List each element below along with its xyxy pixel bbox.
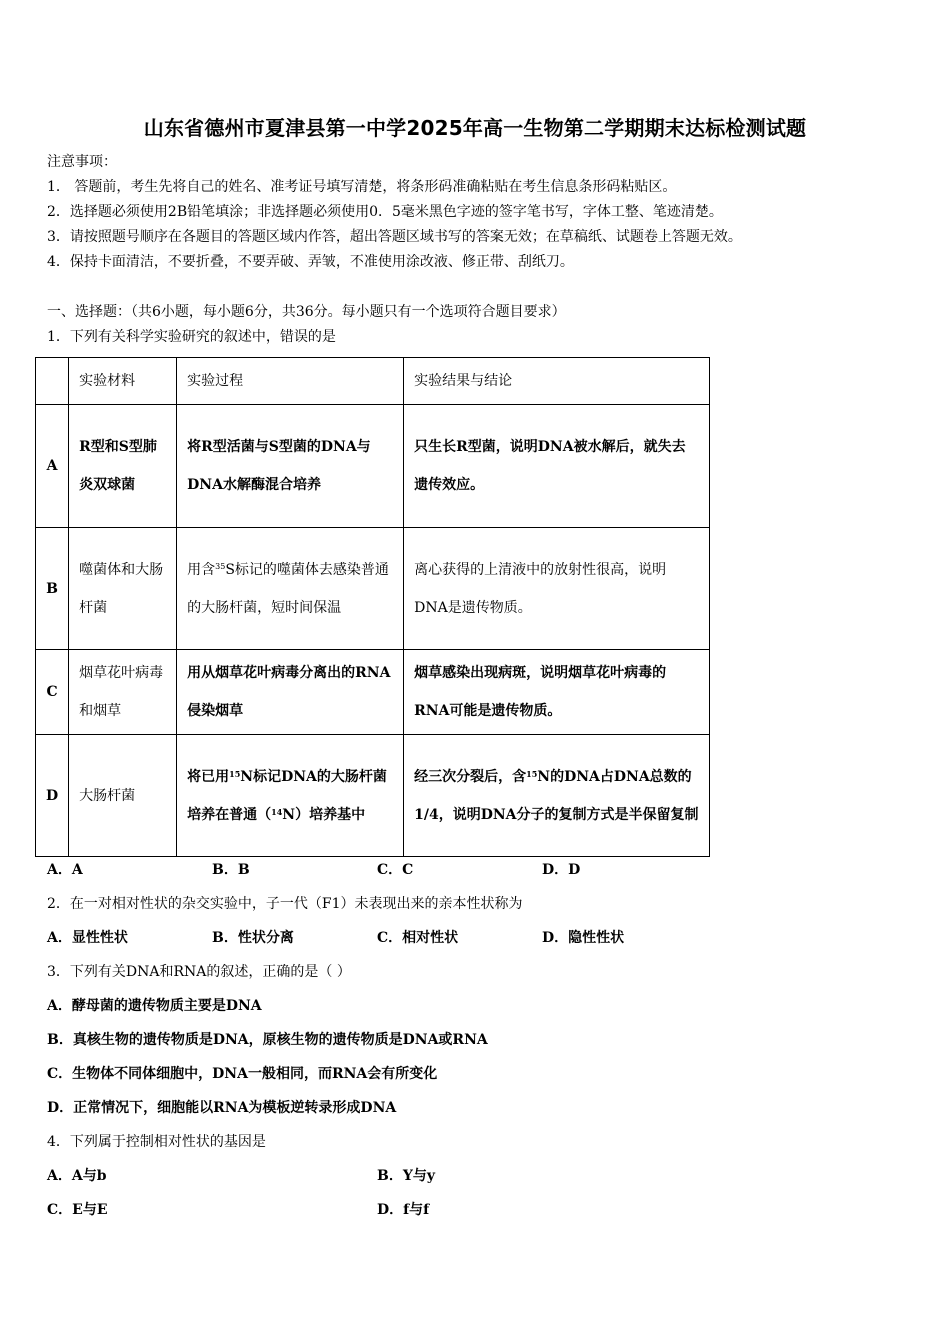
question-2-stem: 2．在一对相对性状的杂交实验中，子一代（F1）未表现出来的亲本性状称为 xyxy=(47,896,523,912)
table-header-cell: 实验结果与结论 xyxy=(404,358,710,405)
table-row xyxy=(36,528,710,650)
q1-option-d: D．D xyxy=(542,862,581,878)
row-label: B xyxy=(36,528,69,650)
q1-option-c: C．C xyxy=(377,862,414,878)
result-cell: 烟草感染出现病斑，说明烟草花叶病毒的RNA可能是遗传物质。 xyxy=(404,650,710,735)
question-4-stem: 4．下列属于控制相对性状的基因是 xyxy=(47,1134,266,1150)
notice-item: 4．保持卡面清洁，不要折叠，不要弄破、弄皱，不准使用涂改液、修正带、刮纸刀。 xyxy=(47,254,574,270)
page-title: 山东省德州市夏津县第一中学2025年高一生物第二学期期末达标检测试题 xyxy=(143,116,807,140)
question-1-stem: 1．下列有关科学实验研究的叙述中，错误的是 xyxy=(47,329,336,345)
q2-option-d: D．隐性性状 xyxy=(542,930,625,946)
result-cell xyxy=(404,735,710,857)
row-label: D xyxy=(36,735,69,857)
table-header-cell: 实验过程 xyxy=(177,358,404,405)
q3-option-a: A．酵母菌的遗传物质主要是DNA xyxy=(47,998,262,1014)
row-label: C xyxy=(36,650,69,735)
notice-item: 3．请按照题号顺序在各题目的答题区域内作答，超出答题区域书写的答案无效；在草稿纸、试题卷上答题无效。 xyxy=(47,229,742,245)
table-header-cell xyxy=(36,358,69,405)
result-cell: 只生长R型菌，说明DNA被水解后，就失去遗传效应。 xyxy=(404,405,710,528)
table-row xyxy=(36,405,710,528)
notice-heading: 注意事项： xyxy=(47,154,117,170)
isotope-superscript: 15 xyxy=(229,768,241,779)
result-cell: 离心获得的上清液中的放射性很高，说明DNA是遗传物质。 xyxy=(404,528,710,650)
q4-option-d: D．f与f xyxy=(377,1202,430,1218)
process-text: N）培养基中 xyxy=(282,806,366,823)
material-cell: 烟草花叶病毒和烟草 xyxy=(69,650,177,735)
material-cell: 噬菌体和大肠杆菌 xyxy=(69,528,177,650)
q3-option-b: B．真核生物的遗传物质是DNA，原核生物的遗传物质是DNA或RNA xyxy=(47,1032,488,1048)
table-header-cell: 实验材料 xyxy=(69,358,177,405)
question-1-table xyxy=(35,357,710,857)
q3-option-d: D．正常情况下，细胞能以RNA为模板逆转录形成DNA xyxy=(47,1100,397,1116)
table-row xyxy=(36,650,710,735)
process-cell: 将R型活菌与S型菌的DNA与DNA水解酶混合培养 xyxy=(177,405,404,528)
material-cell: R型和S型肺炎双球菌 xyxy=(69,405,177,528)
isotope-superscript: 35 xyxy=(215,561,226,571)
process-text: N标记DNA的大肠杆菌培养在普通（ xyxy=(187,768,387,823)
notice-item: 1． 答题前，考生先将自己的姓名、准考证号填写清楚，将条形码准确粘贴在考生信息条形码粘贴区。 xyxy=(47,179,677,195)
process-text: 将已用 xyxy=(187,768,230,785)
q4-option-c: C．E与E xyxy=(47,1202,108,1218)
result-text: N的DNA占DNA总数的1/4，说明DNA分子的复制方式是半保留复制 xyxy=(414,768,699,823)
row-label: A xyxy=(36,405,69,528)
q2-option-c: C．相对性状 xyxy=(377,930,459,946)
notice-item: 2．选择题必须使用2B铅笔填涂；非选择题必须使用0．5毫米黑色字迹的签字笔书写，字体工整、笔迹清楚。 xyxy=(47,204,723,220)
q1-option-a: A．A xyxy=(47,862,83,878)
process-cell xyxy=(177,735,404,857)
process-text: S标记的噬菌体去感染普通的大肠杆菌，短时间保温 xyxy=(187,561,389,616)
table-header-row xyxy=(36,358,710,405)
q3-option-c: C．生物体不同体细胞中，DNA一般相同，而RNA会有所变化 xyxy=(47,1066,438,1082)
q1-option-b: B．B xyxy=(212,862,250,878)
process-cell xyxy=(177,528,404,650)
process-text: 用含 xyxy=(187,561,216,578)
q2-option-a: A．显性性状 xyxy=(47,930,128,946)
section-heading: 一、选择题：（共6小题，每小题6分，共36分。每小题只有一个选项符合题目要求） xyxy=(47,304,566,320)
q2-option-b: B．性状分离 xyxy=(212,930,294,946)
isotope-superscript: 14 xyxy=(271,806,283,817)
q4-option-a: A．A与b xyxy=(47,1168,107,1184)
result-text: 经三次分裂后，含 xyxy=(414,768,527,785)
table-row xyxy=(36,735,710,857)
question-3-stem: 3．下列有关DNA和RNA的叙述，正确的是（ ） xyxy=(47,964,351,980)
q4-option-b: B．Y与y xyxy=(377,1168,435,1184)
material-cell: 大肠杆菌 xyxy=(69,735,177,857)
process-cell: 用从烟草花叶病毒分离出的RNA侵染烟草 xyxy=(177,650,404,735)
isotope-superscript: 15 xyxy=(526,768,538,779)
